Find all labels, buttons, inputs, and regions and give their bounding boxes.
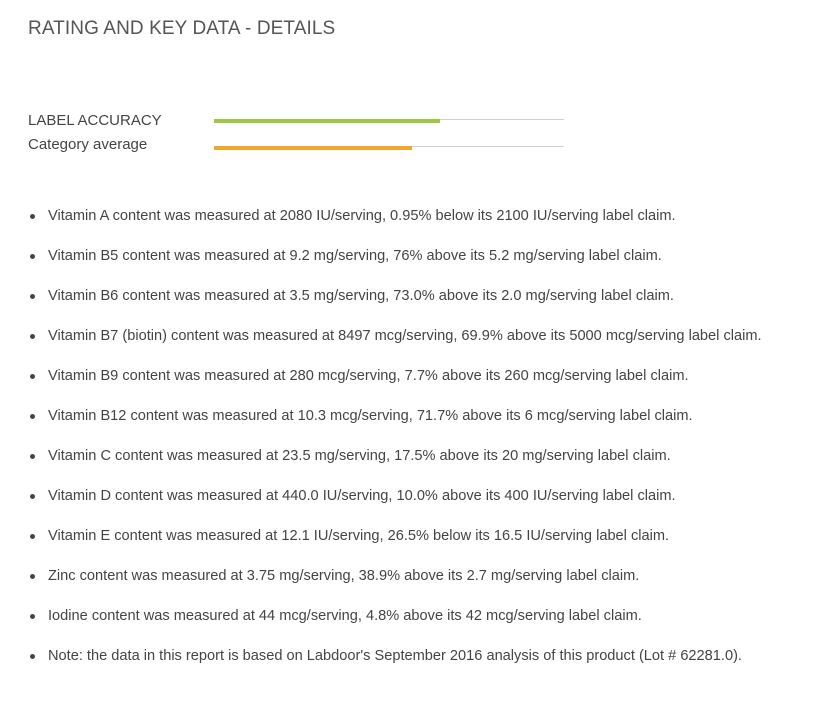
list-item-text: Vitamin B12 content was measured at 10.3 mcg/serving, 71.7% above its 6 mcg/serving label claim. bbox=[48, 408, 693, 424]
key-data-list bbox=[20, 206, 820, 686]
list-item bbox=[20, 566, 820, 606]
bullet-icon bbox=[30, 254, 35, 259]
list-item bbox=[20, 326, 820, 366]
label-accuracy-label: LABEL ACCURACY bbox=[28, 112, 162, 129]
bullet-icon bbox=[30, 614, 35, 619]
bullet-icon bbox=[30, 374, 35, 379]
bullet-icon bbox=[30, 494, 35, 499]
list-item-text: Vitamin B5 content was measured at 9.2 mg/serving, 76% above its 5.2 mg/serving label claim. bbox=[48, 248, 662, 264]
list-item-text: Vitamin B7 (biotin) content was measured at 8497 mcg/serving, 69.9% above its 5000 mcg/serving label claim. bbox=[48, 328, 762, 344]
list-item bbox=[20, 526, 820, 566]
label-accuracy-bar bbox=[214, 119, 440, 123]
category-average-label: Category average bbox=[28, 136, 148, 153]
bullet-icon bbox=[30, 294, 35, 299]
list-item bbox=[20, 246, 820, 286]
bullet-icon bbox=[30, 214, 35, 219]
list-item bbox=[20, 486, 820, 526]
bullet-icon bbox=[30, 534, 35, 539]
list-item-text: Vitamin E content was measured at 12.1 IU/serving, 26.5% below its 16.5 IU/serving label claim. bbox=[48, 528, 670, 544]
list-item-text: Vitamin A content was measured at 2080 IU/serving, 0.95% below its 2100 IU/serving label claim. bbox=[48, 208, 676, 224]
label-accuracy-rating bbox=[28, 112, 588, 134]
list-item bbox=[20, 606, 820, 646]
list-item-text: Note: the data in this report is based on Labdoor's September 2016 analysis of this product (Lot # 62281.0). bbox=[48, 648, 742, 664]
list-item bbox=[20, 286, 820, 326]
bullet-icon bbox=[30, 654, 35, 659]
bullet-icon bbox=[30, 574, 35, 579]
list-item-text: Iodine content was measured at 44 mcg/serving, 4.8% above its 42 mcg/serving label claim. bbox=[48, 608, 642, 624]
list-item-text: Vitamin B6 content was measured at 3.5 mg/serving, 73.0% above its 2.0 mg/serving label claim. bbox=[48, 288, 674, 304]
list-item bbox=[20, 446, 820, 486]
list-item bbox=[20, 406, 820, 446]
category-average-rating bbox=[28, 136, 588, 158]
category-average-bar bbox=[214, 146, 412, 150]
bullet-icon bbox=[30, 334, 35, 339]
list-item-text: Vitamin C content was measured at 23.5 mg/serving, 17.5% above its 20 mg/serving label claim. bbox=[48, 448, 671, 464]
bullet-icon bbox=[30, 414, 35, 419]
list-item-text: Vitamin D content was measured at 440.0 IU/serving, 10.0% above its 400 IU/serving label claim. bbox=[48, 488, 676, 504]
list-item bbox=[20, 366, 820, 406]
bullet-icon bbox=[30, 454, 35, 459]
list-item-text: Vitamin B9 content was measured at 280 mcg/serving, 7.7% above its 260 mcg/serving label claim. bbox=[48, 368, 689, 384]
list-item bbox=[20, 646, 820, 686]
list-item-text: Zinc content was measured at 3.75 mg/serving, 38.9% above its 2.7 mg/serving label claim. bbox=[48, 568, 640, 584]
page-title: RATING AND KEY DATA - DETAILS bbox=[28, 18, 336, 39]
list-item bbox=[20, 206, 820, 246]
